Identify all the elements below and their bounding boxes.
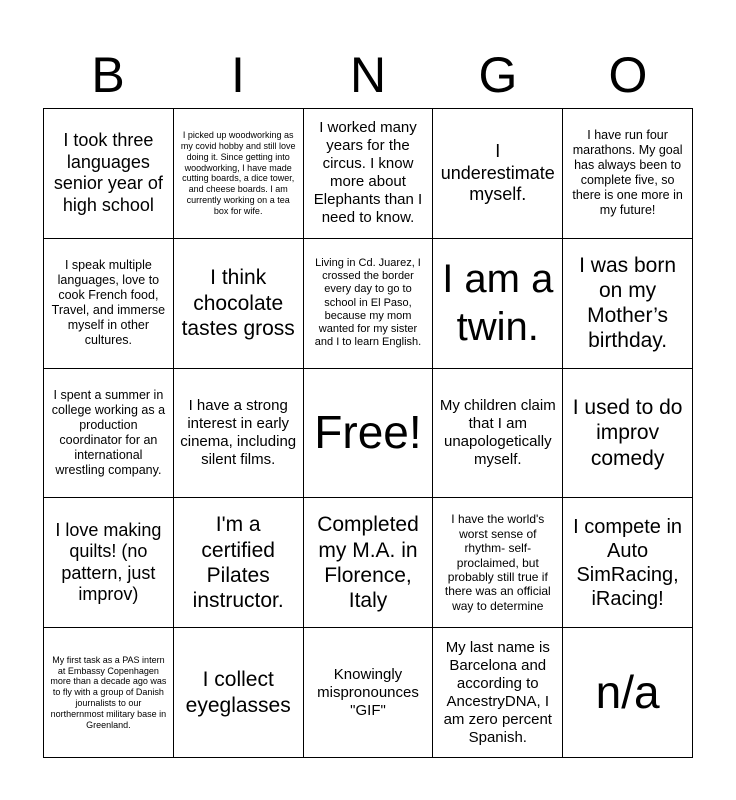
bingo-grid [43, 108, 693, 758]
bingo-cell[interactable] [563, 109, 693, 239]
bingo-cell[interactable] [563, 628, 693, 758]
bingo-cell[interactable] [44, 498, 174, 628]
bingo-header [43, 40, 693, 110]
header-letter-o: O [608, 47, 648, 103]
cell-text: I have a strong interest in early cinema, including silent films. [180, 396, 297, 468]
bingo-cell[interactable] [44, 239, 174, 369]
bingo-cell[interactable] [563, 239, 693, 369]
bingo-cell[interactable] [433, 369, 563, 499]
cell-text: I was born on my Mother’s birthday. [579, 253, 677, 353]
cell-text: I am a twin. [442, 257, 554, 350]
cell-text: I'm a certified Pilates instructor. [192, 513, 284, 612]
cell-text: I think chocolate tastes gross [181, 266, 295, 340]
bingo-cell[interactable] [563, 498, 693, 628]
bingo-cell[interactable] [174, 369, 304, 499]
cell-text: I have run four marathons. My goal has always been to complete five, so there is one more in my future! [572, 128, 683, 218]
bingo-cell[interactable] [174, 628, 304, 758]
bingo-cell[interactable] [304, 628, 434, 758]
cell-text: My first task as a PAS intern at Embassy Copenhagen more than a decade ago was to fly with a group of Danish journalists to our northernmost military base in Greenland. [50, 654, 167, 730]
bingo-cell[interactable] [304, 498, 434, 628]
cell-text: I took three languages senior year of high school [53, 130, 163, 215]
cell-text: I picked up woodworking as my covid hobby and still love doing it. Since getting into woodworking, I have made cutting boards, a dice tower, and cheese boards. I am currently working on a tea box for wife. [180, 130, 296, 216]
cell-text: I love making quilts! (no pattern, just improv) [55, 519, 162, 605]
header-letter-i: I [231, 47, 245, 103]
bingo-cell[interactable] [304, 239, 434, 369]
cell-text: I underestimate myself. [440, 141, 555, 205]
bingo-cell[interactable] [433, 628, 563, 758]
free-space-label: Free! [314, 406, 422, 459]
bingo-cell[interactable] [44, 109, 174, 239]
bingo-cell free-space[interactable] [304, 369, 434, 499]
bingo-cell[interactable] [174, 109, 304, 239]
cell-text: Completed my M.A. in Florence, Italy [317, 513, 419, 612]
header-letter-g: G [478, 47, 518, 103]
bingo-cell[interactable] [44, 369, 174, 499]
cell-text: My children claim that I am unapologetically myself. [439, 396, 556, 468]
header-letter-b: B [91, 47, 125, 103]
cell-text: I speak multiple languages, love to cook French food, Travel, and immerse myself in other cultures. [51, 258, 166, 348]
header-letter-n: N [349, 47, 387, 103]
cell-text: I used to do improv comedy [572, 396, 683, 470]
bingo-cell[interactable] [44, 628, 174, 758]
bingo-cell[interactable] [304, 109, 434, 239]
cell-text: I worked many years for the circus. I know more about Elephants than I need to know. [313, 119, 423, 227]
cell-text: I have the world's worst sense of rhythm- self-proclaimed, but probably still true if there was an official way to determine [444, 512, 551, 613]
cell-text: n/a [595, 666, 660, 718]
bingo-cell[interactable] [433, 109, 563, 239]
bingo-cell[interactable] [174, 498, 304, 628]
cell-text: Living in Cd. Juarez, I crossed the border every day to go to school in El Paso, because my mom wanted for my sister and I to learn English. [314, 257, 422, 349]
cell-text: I compete in Auto SimRacing, iRacing! [573, 515, 683, 610]
bingo-cell[interactable] [174, 239, 304, 369]
cell-text: Knowingly mispronounces "GIF" [317, 665, 419, 719]
bingo-cell[interactable] [563, 369, 693, 499]
cell-text: I spent a summer in college working as a production coordinator for an international wrestling company. [51, 387, 166, 477]
bingo-cell[interactable] [433, 498, 563, 628]
bingo-cell[interactable] [433, 239, 563, 369]
cell-text: I collect eyeglasses [185, 668, 291, 717]
cell-text: My last name is Barcelona and according to AncestryDNA, I am zero percent Spanish. [443, 638, 552, 746]
